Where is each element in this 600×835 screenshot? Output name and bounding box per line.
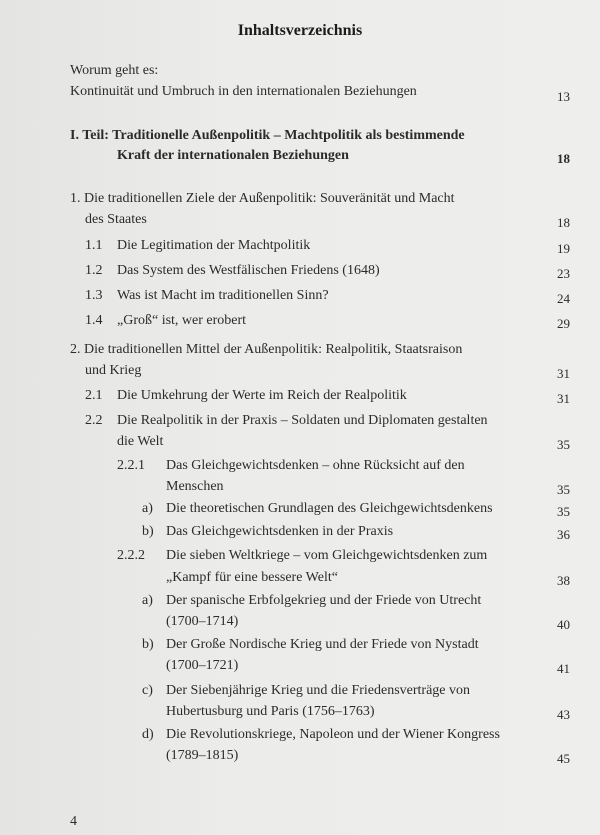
toc-subsection: Die sieben Weltkriege – vom Gleichgewichtsdenken zum <box>166 548 488 563</box>
toc-page-number: 45 <box>557 751 570 766</box>
toc-section: Was ist Macht im traditionellen Sinn? <box>117 288 329 303</box>
toc-line: Worum geht es: <box>70 63 159 78</box>
toc-page-number: 35 <box>557 437 570 452</box>
toc-section: die Welt <box>117 434 164 449</box>
toc-section: „Groß“ ist, wer erobert <box>117 313 247 328</box>
toc-section-number: 2.2 <box>85 413 103 428</box>
toc-page-number: 43 <box>557 707 570 722</box>
toc-item-letter: c) <box>142 683 153 698</box>
toc-subsection: „Kampf für eine bessere Welt“ <box>166 570 338 585</box>
toc-section-number: 1.3 <box>85 288 103 303</box>
toc-item-letter: b) <box>142 524 154 539</box>
toc-item: Hubertusburg und Paris (1756–1763) <box>166 704 375 719</box>
toc-page-number: 41 <box>557 661 570 676</box>
toc-item: (1700–1721) <box>166 658 239 673</box>
toc-item-letter: a) <box>142 593 153 608</box>
toc-part-heading: I. Teil: Traditionelle Außenpolitik – Machtpolitik als bestimmende <box>70 128 465 143</box>
toc-item: Das Gleichgewichtsdenken in der Praxis <box>166 524 394 539</box>
toc-subsection: Das Gleichgewichtsdenken – ohne Rücksicht auf den <box>166 458 465 473</box>
toc-chapter: 2. Die traditionellen Mittel der Außenpolitik: Realpolitik, Staatsraison <box>70 342 463 357</box>
toc-page-number: 24 <box>557 291 570 306</box>
toc-section: Die Legitimation der Machtpolitik <box>117 238 311 253</box>
toc-item: Der Siebenjährige Krieg und die Friedensverträge von <box>166 683 471 698</box>
toc-section-number: 1.2 <box>85 263 103 278</box>
toc-item-letter: a) <box>142 501 153 516</box>
toc-item-letter: d) <box>142 727 154 742</box>
toc-section-number: 1.4 <box>85 313 103 328</box>
toc-page-number: 40 <box>557 617 570 632</box>
toc-page-number: 36 <box>557 527 570 542</box>
toc-page-number: 13 <box>557 89 570 104</box>
toc-item: (1700–1714) <box>166 614 239 629</box>
toc-page-number: 35 <box>557 504 570 519</box>
toc-page-number: 35 <box>557 482 570 497</box>
toc-chapter: des Staates <box>85 212 147 227</box>
toc-item-letter: b) <box>142 637 154 652</box>
toc-subsection-number: 2.2.2 <box>117 548 145 563</box>
toc-page-number: 31 <box>557 391 570 406</box>
page-folio: 4 <box>70 814 77 829</box>
toc-section: Die Umkehrung der Werte im Reich der Realpolitik <box>117 388 407 403</box>
toc-page-number: 38 <box>557 573 570 588</box>
toc-section: Die Realpolitik in der Praxis – Soldaten und Diplomaten gestalten <box>117 413 488 428</box>
toc-chapter: 1. Die traditionellen Ziele der Außenpolitik: Souveränität und Macht <box>70 191 455 206</box>
toc-part-heading: Kraft der internationalen Beziehungen <box>117 148 349 163</box>
toc-section-number: 1.1 <box>85 238 103 253</box>
toc-item: Die Revolutionskriege, Napoleon und der Wiener Kongress <box>166 727 500 742</box>
toc-subsection: Menschen <box>166 479 224 494</box>
toc-line: Kontinuität und Umbruch in den internationalen Beziehungen <box>70 84 417 99</box>
toc-chapter: und Krieg <box>85 363 142 378</box>
toc-section-number: 2.1 <box>85 388 103 403</box>
toc-item: Der spanische Erbfolgekrieg und der Friede von Utrecht <box>166 593 482 608</box>
toc-item: Der Große Nordische Krieg und der Friede von Nystadt <box>166 637 479 652</box>
page-title: Inhaltsverzeichnis <box>237 22 363 39</box>
toc-page-number: 18 <box>557 151 570 166</box>
toc-page-number: 31 <box>557 366 570 381</box>
toc-item: (1789–1815) <box>166 748 239 763</box>
toc-page-number: 23 <box>557 266 570 281</box>
toc-section: Das System des Westfälischen Friedens (1648) <box>117 263 380 278</box>
toc-subsection-number: 2.2.1 <box>117 458 145 473</box>
toc-page-number: 18 <box>557 215 570 230</box>
toc-page-number: 19 <box>557 241 570 256</box>
toc-item: Die theoretischen Grundlagen des Gleichgewichtsdenkens <box>166 501 493 516</box>
toc-page-number: 29 <box>557 316 570 331</box>
